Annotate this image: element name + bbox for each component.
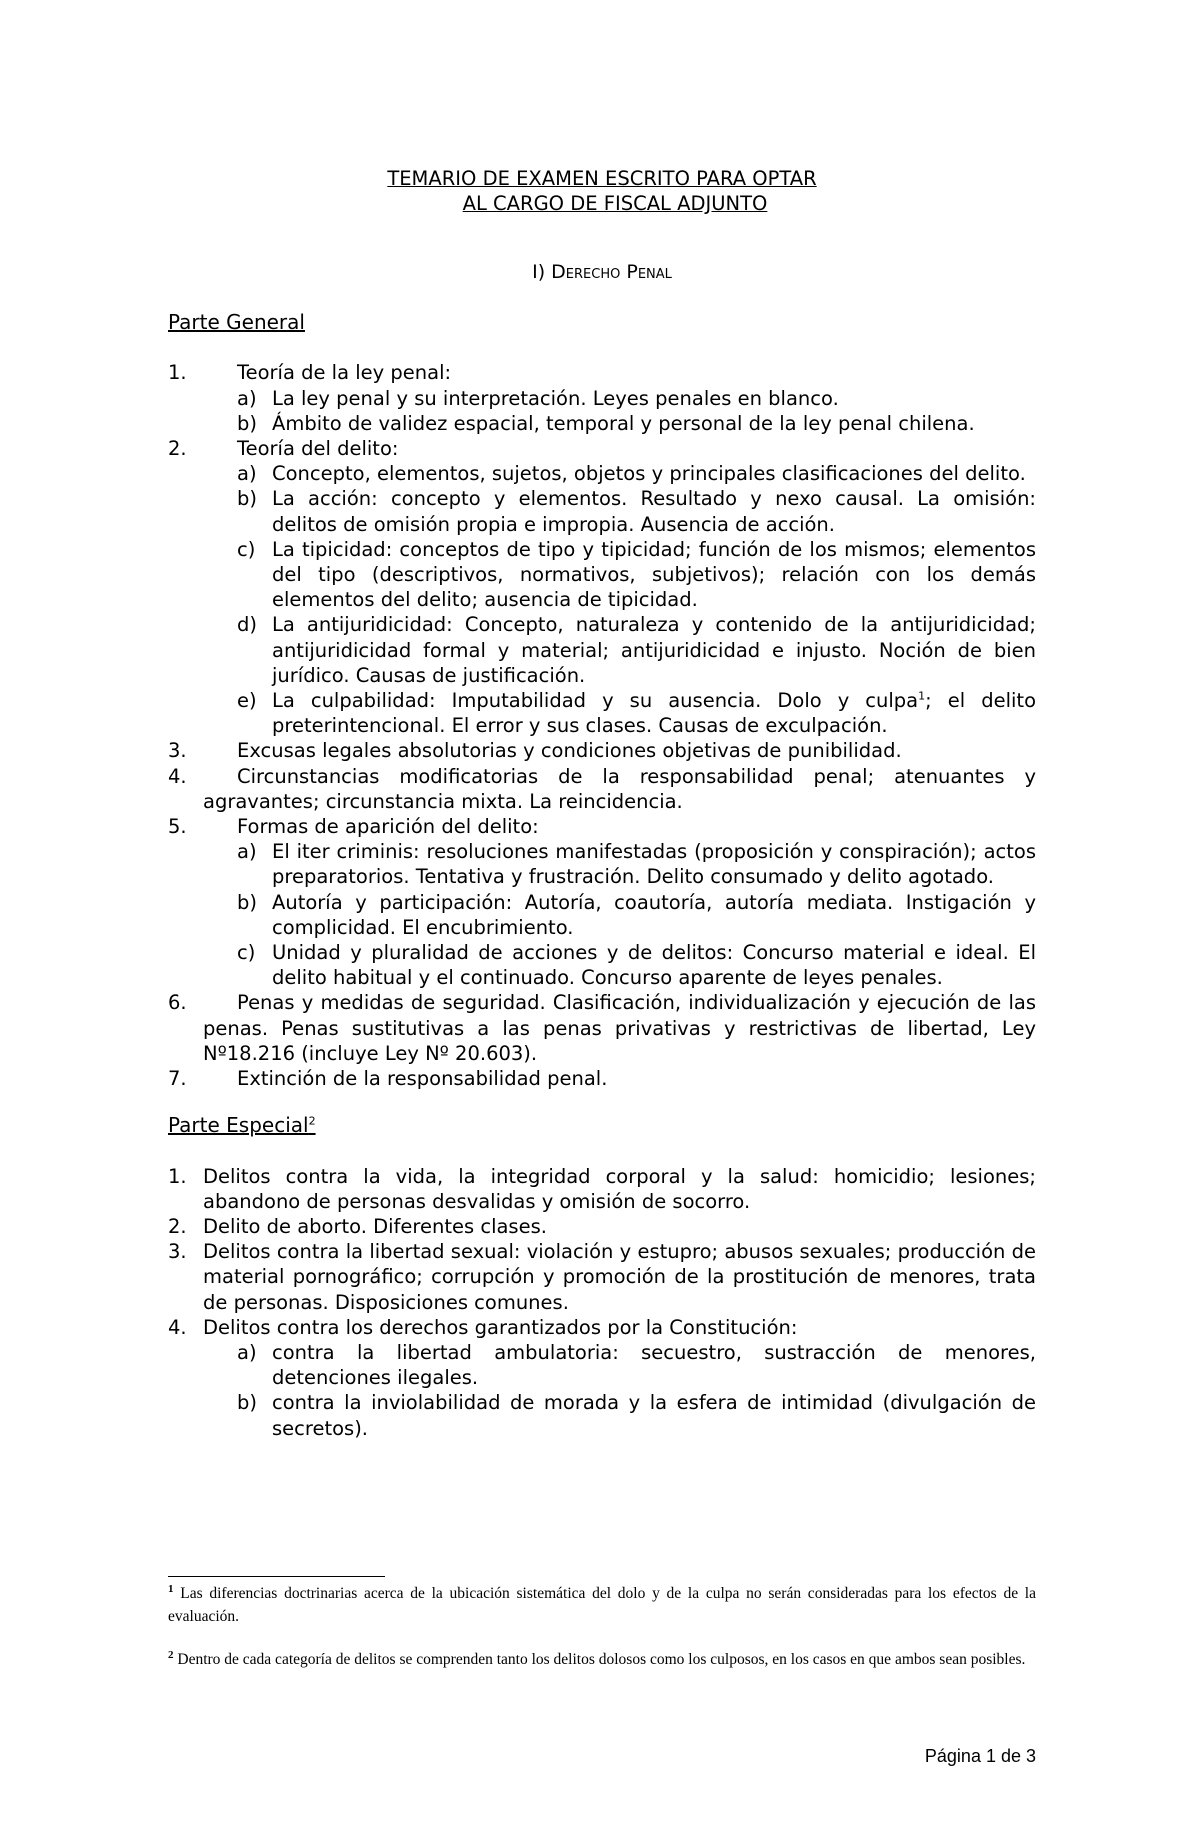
sub-item: [168, 612, 1036, 688]
sub-item-letter: b): [237, 890, 257, 914]
footnote: [168, 1582, 1036, 1628]
spacer: [168, 1139, 1036, 1164]
item-number: 3.: [168, 1240, 187, 1264]
page-number: Página 1 de 3: [924, 1746, 1036, 1766]
sub-item-text: Autoría y participación: Autoría, coautoría, autoría mediata. Instigación y complicidad. El encubrimiento.: [272, 890, 1036, 939]
footnote-separator: [168, 1576, 385, 1577]
list-item: [168, 764, 1036, 814]
sub-item: [168, 1340, 1036, 1390]
item-number: 3.: [168, 739, 187, 763]
document-title-line-2: AL CARGO DE FISCAL ADJUNTO: [462, 192, 768, 215]
sub-item-text: Concepto, elementos, sujetos, objetos y principales clasificaciones del delito.: [272, 462, 1026, 486]
sub-item-text-after: ; el delito preterintencional. El error y sus clases. Causas de exculpación.: [272, 689, 1036, 738]
sub-item-text: [272, 689, 1036, 737]
sub-item-text: Ámbito de validez espacial, temporal y personal de la ley penal chilena.: [272, 411, 975, 435]
sub-item: [168, 461, 1036, 486]
parte-especial-list: [168, 1164, 1036, 1441]
item-number: 2.: [168, 1214, 187, 1238]
sub-item: [168, 411, 1036, 436]
item-text: Formas de aparición del delito:: [237, 815, 539, 839]
item-text: Delitos contra los derechos garantizados por la Constitución:: [203, 1315, 798, 1339]
sub-item-text: El iter criminis: resoluciones manifestadas (proposición y conspiración); actos preparatorios. Tentativa y frustración. Delito consumado y delito agotado.: [272, 840, 1036, 889]
footnote-text: Dentro de cada categoría de delitos se comprenden tanto los delitos dolosos como los culposos, en los casos en que ambos sean posibles.: [177, 1651, 1026, 1668]
footnote-mark: 1: [168, 1582, 174, 1595]
sub-item-text: contra la inviolabilidad de morada y la esfera de intimidad (divulgación de secretos).: [272, 1391, 1036, 1440]
sub-item: [168, 839, 1036, 889]
sub-item-letter: d): [237, 613, 257, 637]
parte-especial-heading-text: Parte Especial: [168, 1113, 309, 1138]
sub-item-letter: a): [237, 386, 257, 410]
sub-item-text: La ley penal y su interpretación. Leyes penales en blanco.: [272, 386, 839, 410]
sub-item: [168, 537, 1036, 613]
footnote-text: Las diferencias doctrinarias acerca de la ubicación sistemática del dolo y de la culpa no serán consideradas para los efectos de la evaluación.: [168, 1585, 1036, 1625]
item-text: Delitos contra la vida, la integridad corporal y la salud: homicidio; lesiones; abandono de personas desvalidas y omisión de socorro.: [203, 1164, 1036, 1213]
list-item: [168, 1066, 1036, 1091]
item-text: Excusas legales absolutorias y condiciones objetivas de punibilidad.: [237, 739, 902, 763]
item-number: 7.: [168, 1067, 187, 1091]
list-item: [168, 1214, 1036, 1239]
sub-item: [168, 890, 1036, 940]
item-number: 4.: [168, 1315, 187, 1339]
footnote-ref-1: 1: [918, 689, 926, 703]
item-text: Circunstancias modificatorias de la responsabilidad penal; atenuantes y agravantes; circunstancia mixta. La reincidencia.: [203, 764, 1036, 813]
sub-item: [168, 486, 1036, 536]
parte-especial-heading: [168, 1113, 1036, 1138]
item-text: Teoría del delito:: [237, 437, 399, 461]
item-text: Delitos contra la libertad sexual: violación y estupro; abusos sexuales; producción de material pornográfico; corrupción y promoción de la prostitución de menores, trata de personas. Disposiciones comunes.: [203, 1240, 1036, 1314]
sub-item-letter: c): [237, 941, 256, 965]
item-number: 2.: [168, 437, 187, 461]
sub-item: [168, 1390, 1036, 1440]
list-item: [168, 436, 1036, 461]
footnote: [168, 1648, 1036, 1671]
item-number: 5.: [168, 815, 187, 839]
item-text: Penas y medidas de seguridad. Clasificación, individualización y ejecución de las penas. Penas sustitutivas a las penas privativas y restrictivas de libertad, Ley Nº18.216 (incluye Ley Nº 20.603).: [203, 991, 1036, 1065]
list-item: [168, 360, 1036, 385]
item-text: Extinción de la responsabilidad penal.: [237, 1067, 608, 1091]
sub-item: [168, 386, 1036, 411]
footnotes: [168, 1582, 1036, 1671]
item-text: Delito de aborto. Diferentes clases.: [203, 1214, 547, 1238]
sub-item-letter: a): [237, 462, 257, 486]
list-item: [168, 1239, 1036, 1315]
footnote-ref-2: 2: [308, 1114, 316, 1128]
sub-item-letter: b): [237, 411, 257, 435]
spacer: [168, 335, 1036, 360]
sub-item: [168, 688, 1036, 738]
sub-item-letter: a): [237, 1340, 257, 1364]
sub-item-letter: b): [237, 487, 257, 511]
sub-item-letter: b): [237, 1391, 257, 1415]
item-text: Teoría de la ley penal:: [237, 361, 452, 385]
parte-general-heading: Parte General: [168, 310, 305, 335]
item-number: 1.: [168, 361, 187, 385]
sub-item-letter: a): [237, 840, 257, 864]
sub-item-text: La acción: concepto y elementos. Resultado y nexo causal. La omisión: delitos de omisión propia e impropia. Ausencia de acción.: [272, 487, 1036, 536]
parte-general-list: [168, 360, 1036, 1091]
list-item: [168, 1315, 1036, 1340]
list-item: [168, 738, 1036, 763]
sub-item-text: La antijuridicidad: Concepto, naturaleza y contenido de la antijuridicidad; antijuridicidad formal y material; antijuridicidad e injusto. Noción de bien jurídico. Causas de justificación.: [272, 613, 1036, 687]
item-number: 1.: [168, 1164, 187, 1188]
sub-item: [168, 940, 1036, 990]
list-item: [168, 990, 1036, 1066]
sub-item-text: contra la libertad ambulatoria: secuestro, sustracción de menores, detenciones ilegales.: [272, 1340, 1036, 1390]
item-number: 6.: [168, 991, 187, 1015]
list-item: [168, 1164, 1036, 1214]
document-body: [168, 166, 1036, 1441]
sub-item-text: La tipicidad: conceptos de tipo y tipicidad; función de los mismos; elementos del tipo (descriptivos, normativos, subjetivos); relación con los demás elementos del delito; ausencia de tipicidad.: [272, 537, 1036, 612]
footnote-mark: 2: [168, 1648, 174, 1661]
sub-item-letter: c): [237, 537, 256, 561]
sub-item-letter: e): [237, 689, 257, 713]
list-item: [168, 814, 1036, 839]
document-title-line-1: TEMARIO DE EXAMEN ESCRITO PARA OPTAR: [387, 167, 817, 190]
sub-item-text-before: La culpabilidad: Imputabilidad y su ausencia. Dolo y culpa: [272, 689, 919, 713]
sub-item-text: Unidad y pluralidad de acciones y de delitos: Concurso material e ideal. El delito habitual y el continuado. Concurso aparente de leyes penales.: [272, 941, 1036, 990]
item-number: 4.: [168, 764, 187, 788]
section-title: I) Derecho Penal: [532, 261, 672, 283]
